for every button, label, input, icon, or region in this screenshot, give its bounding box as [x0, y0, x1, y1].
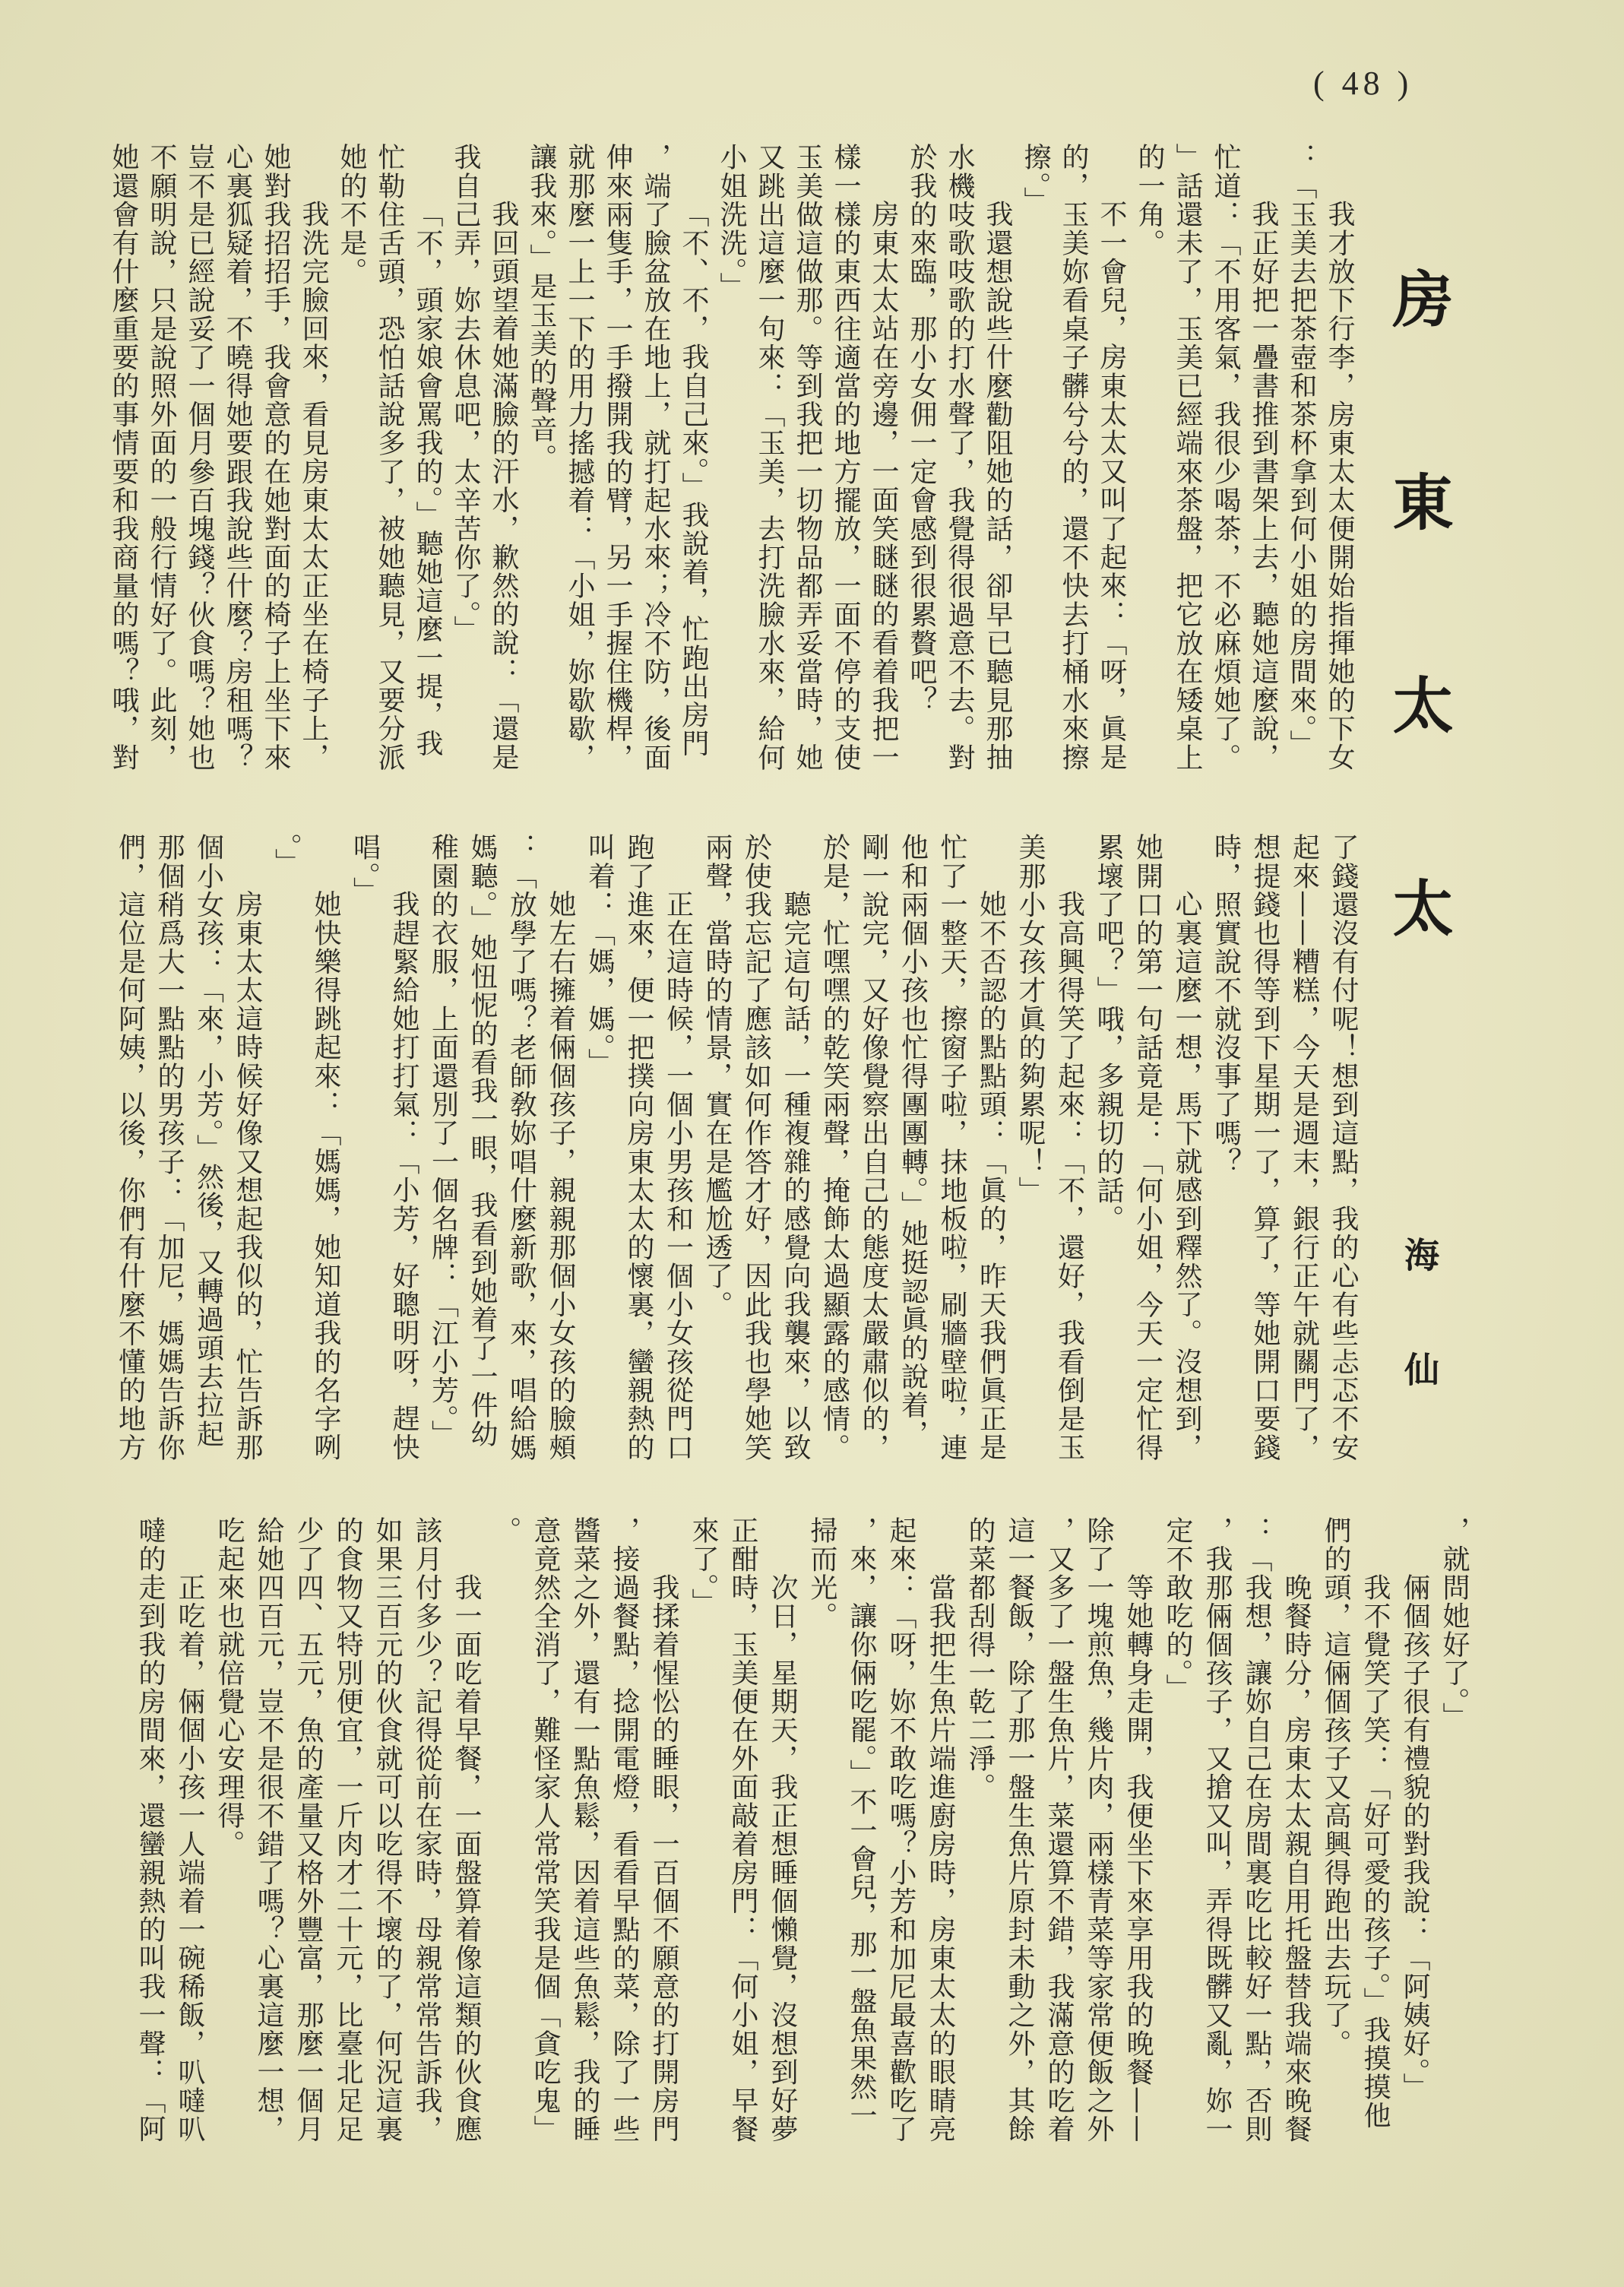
text-column: 的食物又特別便宜，一斤肉才二十元，比臺北足足: [332, 1516, 363, 2143]
text-column: 定不敢吃的。」: [1162, 1516, 1193, 1703]
text-column: 她左右擁着倆個孩子，親親那個小女孩的臉頰: [545, 890, 576, 1462]
text-column: 她還會有什麼重要的事情要和我商量的嗎？哦，對: [108, 143, 139, 772]
text-column: 的，玉美妳看桌子髒兮兮的，還不快去打桶水來擦: [1058, 143, 1089, 772]
text-column: 倆個孩子很有禮貌的對我說：「阿姨好。」: [1399, 1573, 1430, 2102]
article-author: 海仙: [1399, 1237, 1440, 1466]
text-column: 該月付多少？記得從前在家時，母親常常告訴我，: [411, 1516, 442, 2143]
text-column: 唱。」: [349, 833, 381, 905]
text-column: ，就問她好了。」: [1439, 1516, 1470, 1731]
text-column: 心裏狐疑着，不曉得她要跟我說些什麼？房租嗎？: [222, 143, 253, 772]
text-column: ，端了臉盆放在地上，就打起水來；冷不防，後面: [640, 143, 671, 772]
text-column: 。: [490, 1516, 521, 1545]
text-column: 我洗完臉回來，看見房東太太正坐在椅子上，: [298, 200, 329, 772]
text-column: 「不、不，我自己來。」我說着，忙跑出房門: [678, 200, 709, 759]
text-column: 兩聲，當時的情景，實在是尷尬透了。: [701, 833, 733, 1319]
text-column: ：「我想，讓妳自己在房間裏吃比較好一點，否則: [1241, 1516, 1272, 2143]
text-column: 她開口的第一句話竟是：「何小姐，今天一定忙得: [1132, 833, 1163, 1462]
text-column: 正吃着，倆個小孩一人端着一碗稀飯，叭噠叭: [174, 1573, 205, 2143]
text-band-middle: [110, 833, 1363, 1462]
text-column: 給她四百元，豈不是很不錯了嗎？心裏這麼一想，: [253, 1516, 284, 2143]
text-column: 累壞了吧？」哦，多親切的話。: [1093, 833, 1124, 1234]
text-column: 房東太太這時候好像又想起我似的，忙告訴那: [232, 890, 263, 1462]
text-column: 不願明說，只是說照外面的一般行情好了。此刻，: [146, 143, 177, 772]
text-column: ，又多了一盤生魚片，菜還算不錯，我滿意的吃着: [1043, 1516, 1075, 2143]
text-column: 我揉着惺忪的睡眼，一百個不願意的打開房門: [648, 1573, 679, 2143]
text-column: 我還想說些什麼勸阻她的話，卻早已聽見那抽: [982, 200, 1013, 772]
text-column: 水機吱歌吱歌的打水聲了，我覺得很過意不去。對: [944, 143, 975, 772]
text-column: 我正好把一疊書推到書架上去，聽她這麼說，: [1248, 200, 1279, 772]
text-column: 她對我招招手，我會意的在她對面的椅子上坐下來: [260, 143, 291, 772]
text-column: 於是，忙嘿嘿的乾笑兩聲，掩飾太過顯露的感情。: [818, 833, 850, 1462]
page-number: ( 48 ): [1313, 65, 1413, 102]
text-column: 來了。」: [688, 1516, 719, 1617]
text-column: 這一餐飯，除了那一盤生魚片原封未動之外，其餘: [1004, 1516, 1035, 2143]
text-column: 豈不是已經說妥了一個月參百塊錢？伙食嗎？她也: [184, 143, 215, 772]
text-column: 又跳出這麼一句來：「玉美，去打洗臉水來，給何: [754, 143, 785, 772]
text-column: 。」: [271, 833, 302, 877]
text-column: ，來，讓你倆吃罷。」不一會兒，那一盤魚果然一: [846, 1516, 877, 2130]
text-column: 於使我忘記了應該如何作答才好，因此我也學她笑: [740, 833, 772, 1462]
text-column: 房東太太站在旁邊，一面笑瞇瞇的看着我把一: [868, 200, 899, 772]
text-column: 了錢還沒有付呢！想到這點，我的心有些忐忑不安: [1328, 833, 1359, 1462]
text-column: 正在這時候，一個小男孩和一個小女孩從門口: [662, 890, 694, 1462]
text-column: 們的頭，這倆個孩子又高興得跑出去玩了。: [1320, 1516, 1351, 2058]
text-column: 樣一樣的東西往適當的地方擺放，一面不停的支使: [830, 143, 861, 772]
text-column: 掃而光。: [806, 1516, 837, 1630]
text-column: 噠的走到我的房間來，還蠻親熱的叫我一聲：「阿: [135, 1516, 166, 2143]
text-column: 媽聽。」她忸怩的看我一眼，我看到她着了一件幼: [467, 833, 498, 1449]
text-column: ，接過餐點，捻開電燈，看看早點的菜，除了一些: [609, 1516, 640, 2143]
text-column: 美那小女孩才眞的夠累呢！」: [1015, 833, 1046, 1205]
text-column: 醬菜之外，還有一點魚鬆，因着這些魚鬆，我的睡: [569, 1516, 600, 2143]
text-column: 伸來兩隻手，一手撥開我的臂，另一手握住機桿，: [602, 143, 633, 772]
text-column: 少了四、五元，魚的產量又格外豐富，那麼一個月: [293, 1516, 324, 2143]
text-band-bottom: [130, 1516, 1474, 2144]
text-column: 當我把生魚片端進廚房時，房東太太的眼睛亮: [925, 1573, 956, 2143]
text-band-top: [104, 143, 1358, 772]
text-column: 剛一說完，又好像覺察出自己的態度太嚴肅似的，: [858, 833, 889, 1462]
text-column: 的一角。: [1134, 143, 1165, 258]
text-column: 我不覺笑了笑：「好可愛的孩子。」我摸摸他: [1360, 1573, 1391, 2130]
text-column: 忙了一整天，擦窗子啦，抹地板啦，刷牆壁啦，連: [936, 833, 967, 1462]
text-column: 他和兩個小孩也忙得團團轉。」她挺認眞的說着，: [897, 833, 929, 1449]
text-column: ：「玉美去把茶壺和茶杯拿到何小姐的房間來。」: [1286, 143, 1317, 759]
text-column: 如果三百元的伙食就可以吃得不壞的了，何況這裏: [372, 1516, 403, 2143]
text-column: 於我的來臨，那小女佣一定會感到很累贅吧？: [906, 143, 937, 714]
text-column: 忙道：「不用客氣，我很少喝茶，不必麻煩她了。: [1210, 143, 1241, 772]
text-column: 小姐洗洗。」: [716, 143, 747, 301]
text-column: 心裏這麼一想，馬下就感到釋然了。沒想到，: [1171, 890, 1202, 1462]
text-column: 就那麼一上一下的用力搖撼着：「小姐，妳歇歇，: [564, 143, 595, 772]
text-column: 次日，星期天，我正想睡個懶覺，沒想到好夢: [767, 1573, 798, 2143]
text-column: ：「放學了嗎？老師敎妳唱什麼新歌，來，唱給媽: [505, 833, 537, 1462]
text-column: 晚餐時分，房東太太親自用托盤替我端來晚餐: [1281, 1573, 1312, 2143]
text-column: 我回頭望着她滿臉的汗水，歉然的說：「還是: [488, 200, 519, 772]
text-column: 叫着：「媽，媽。」: [584, 833, 616, 1077]
text-column: ，我那倆個孩子，又搶又叫，弄得既髒又亂，妳一: [1201, 1516, 1233, 2143]
text-column: 意竟然全消了，難怪家人常常笑我是個「貪吃鬼」: [530, 1516, 561, 2143]
article-title: 房東太太: [1382, 268, 1454, 1079]
text-column: 跑了進來，便一把撲向房東太太的懷裏，蠻親熱的: [623, 833, 654, 1462]
text-column: 聽完這句話，一種複雜的感覺向我襲來，以致: [780, 890, 811, 1462]
text-column: 我才放下行李，房東太太便開始指揮她的下女: [1324, 200, 1355, 772]
text-column: 我一面吃着早餐，一面盤算着像這類的伙食應: [451, 1573, 482, 2143]
text-column: 擦。」: [1020, 143, 1051, 215]
text-column: 她的不是。: [336, 143, 367, 286]
text-column: 正酣時，玉美便在外面敲着房門：「何小姐，早餐: [727, 1516, 758, 2143]
text-column: 起來：「呀，妳不敢吃嗎？小芳和加尼最喜歡吃了: [885, 1516, 916, 2143]
text-column: 起來——糟糕，今天是週末，銀行正午就關門了，: [1288, 833, 1320, 1462]
text-column: 不一會兒，房東太太又叫了起來：「呀，眞是: [1096, 200, 1127, 772]
text-column: 玉美做這做那。等到我把一切物品都弄妥當時，她: [792, 143, 823, 772]
text-column: 她不否認的點點頭：「眞的，昨天我們眞正是: [975, 890, 1007, 1462]
text-column: 稚園的衣服，上面還別了一個名牌：「江小芳。」: [427, 833, 459, 1449]
text-column: 那個稍爲大一點點的男孩子：「加尼，媽媽告訴你: [154, 833, 185, 1462]
text-column: 「不，頭家娘會罵我的。」聽她這麼一提，我: [412, 200, 443, 759]
text-column: 等她轉身走開，我便坐下來享用我的晚餐——: [1122, 1573, 1154, 2143]
text-column: 」話還未了，玉美已經端來茶盤，把它放在矮桌上: [1172, 143, 1203, 772]
text-column: 想提錢也得等到下星期一了，算了，等她開口要錢: [1249, 833, 1281, 1462]
text-column: 忙勒住舌頭，恐怕話說多了，被她聽見，又要分派: [374, 143, 405, 772]
text-column: 讓我來。」是玉美的聲音。: [526, 143, 557, 473]
text-column: 我趕緊給她打打氣：「小芳，好聰明呀，趕快: [388, 890, 419, 1462]
text-column: 時，照實說不就沒事了嗎？: [1210, 833, 1242, 1177]
text-column: 們，這位是何阿姨，以後，你們有什麼不懂的地方: [114, 833, 146, 1462]
text-column: 除了一塊煎魚，幾片肉，兩樣青菜等家常便飯之外: [1083, 1516, 1114, 2143]
text-column: 我自己弄，妳去休息吧，太辛苦你了。」: [450, 143, 481, 644]
text-column: 我高興得笑了起來：「不，還好，我看倒是玉: [1053, 890, 1085, 1462]
text-column: 吃起來也就倍覺心安理得。: [214, 1516, 245, 1858]
text-column: 的菜都刮得一乾二淨。: [964, 1516, 996, 1801]
text-column: 她快樂得跳起來：「媽媽，她知道我的名字咧: [310, 890, 341, 1462]
text-column: 個小女孩：「來，小芳。」然後，又轉過頭去拉起: [192, 833, 224, 1449]
